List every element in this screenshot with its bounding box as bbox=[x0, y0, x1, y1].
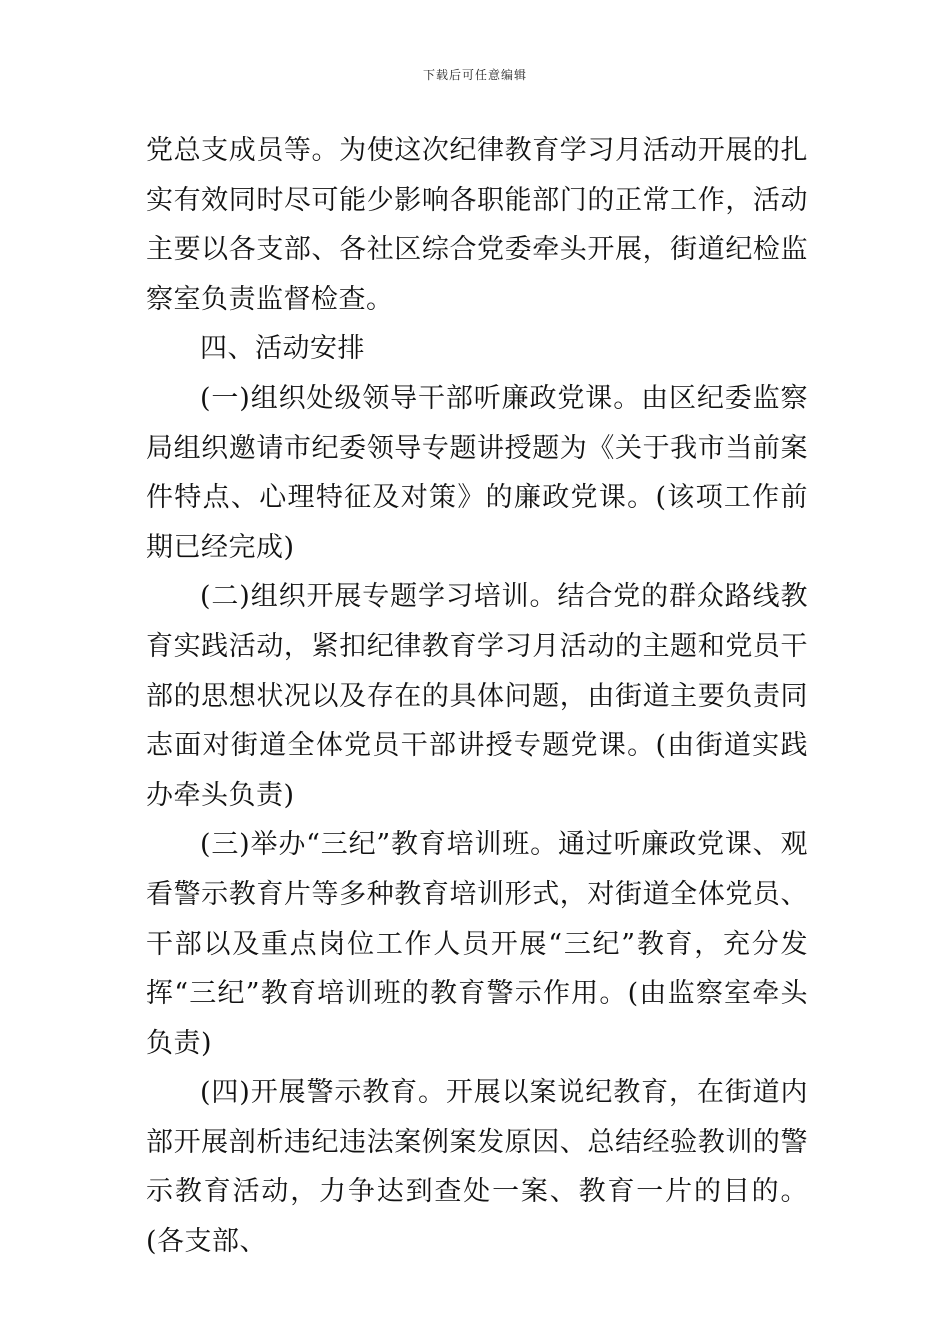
paragraph-item-1: (一)组织处级领导干部听廉政党课。由区纪委监察局组织邀请市纪委领导专题讲授题为《关于我市当前案件特点、心理特征及对策》的廉政党课。(该项工作前期已经完成) bbox=[146, 382, 808, 563]
document-body bbox=[146, 126, 808, 1267]
page-header: 下载后可任意编辑 bbox=[422, 68, 527, 82]
paragraph-item-2: (二)组织开展专题学习培训。结合党的群众路线教育实践活动，紧扣纪律教育学习月活动的主题和党员干部的思想状况以及存在的具体问题，由街道主要负责同志面对街道全体党员干部讲授专题党课。(由街道实践办牵头负责) bbox=[146, 581, 808, 811]
paragraph-item-3: (三)举办“三纪”教育培训班。通过听廉政党课、观看警示教育片等多种教育培训形式，对街道全体党员、干部以及重点岗位工作人员开展“三纪”教育，充分发挥“三纪”教育培训班的教育警示作用。(由监察室牵头负责) bbox=[146, 829, 808, 1059]
section-heading-activity-arrangement: 四、活动安排 bbox=[200, 333, 365, 365]
paragraph-continuation: 党总支成员等。为使这次纪律教育学习月活动开展的扎实有效同时尽可能少影响各职能部门的正常工作，活动主要以各支部、各社区综合党委牵头开展，街道纪检监察室负责监督检查。 bbox=[146, 135, 808, 315]
paragraph-item-4: (四)开展警示教育。开展以案说纪教育，在街道内部开展剖析违纪违法案例案发原因、总结经验教训的警示教育活动，力争达到查处一案、教育一片的目的。(各支部、 bbox=[146, 1077, 808, 1258]
